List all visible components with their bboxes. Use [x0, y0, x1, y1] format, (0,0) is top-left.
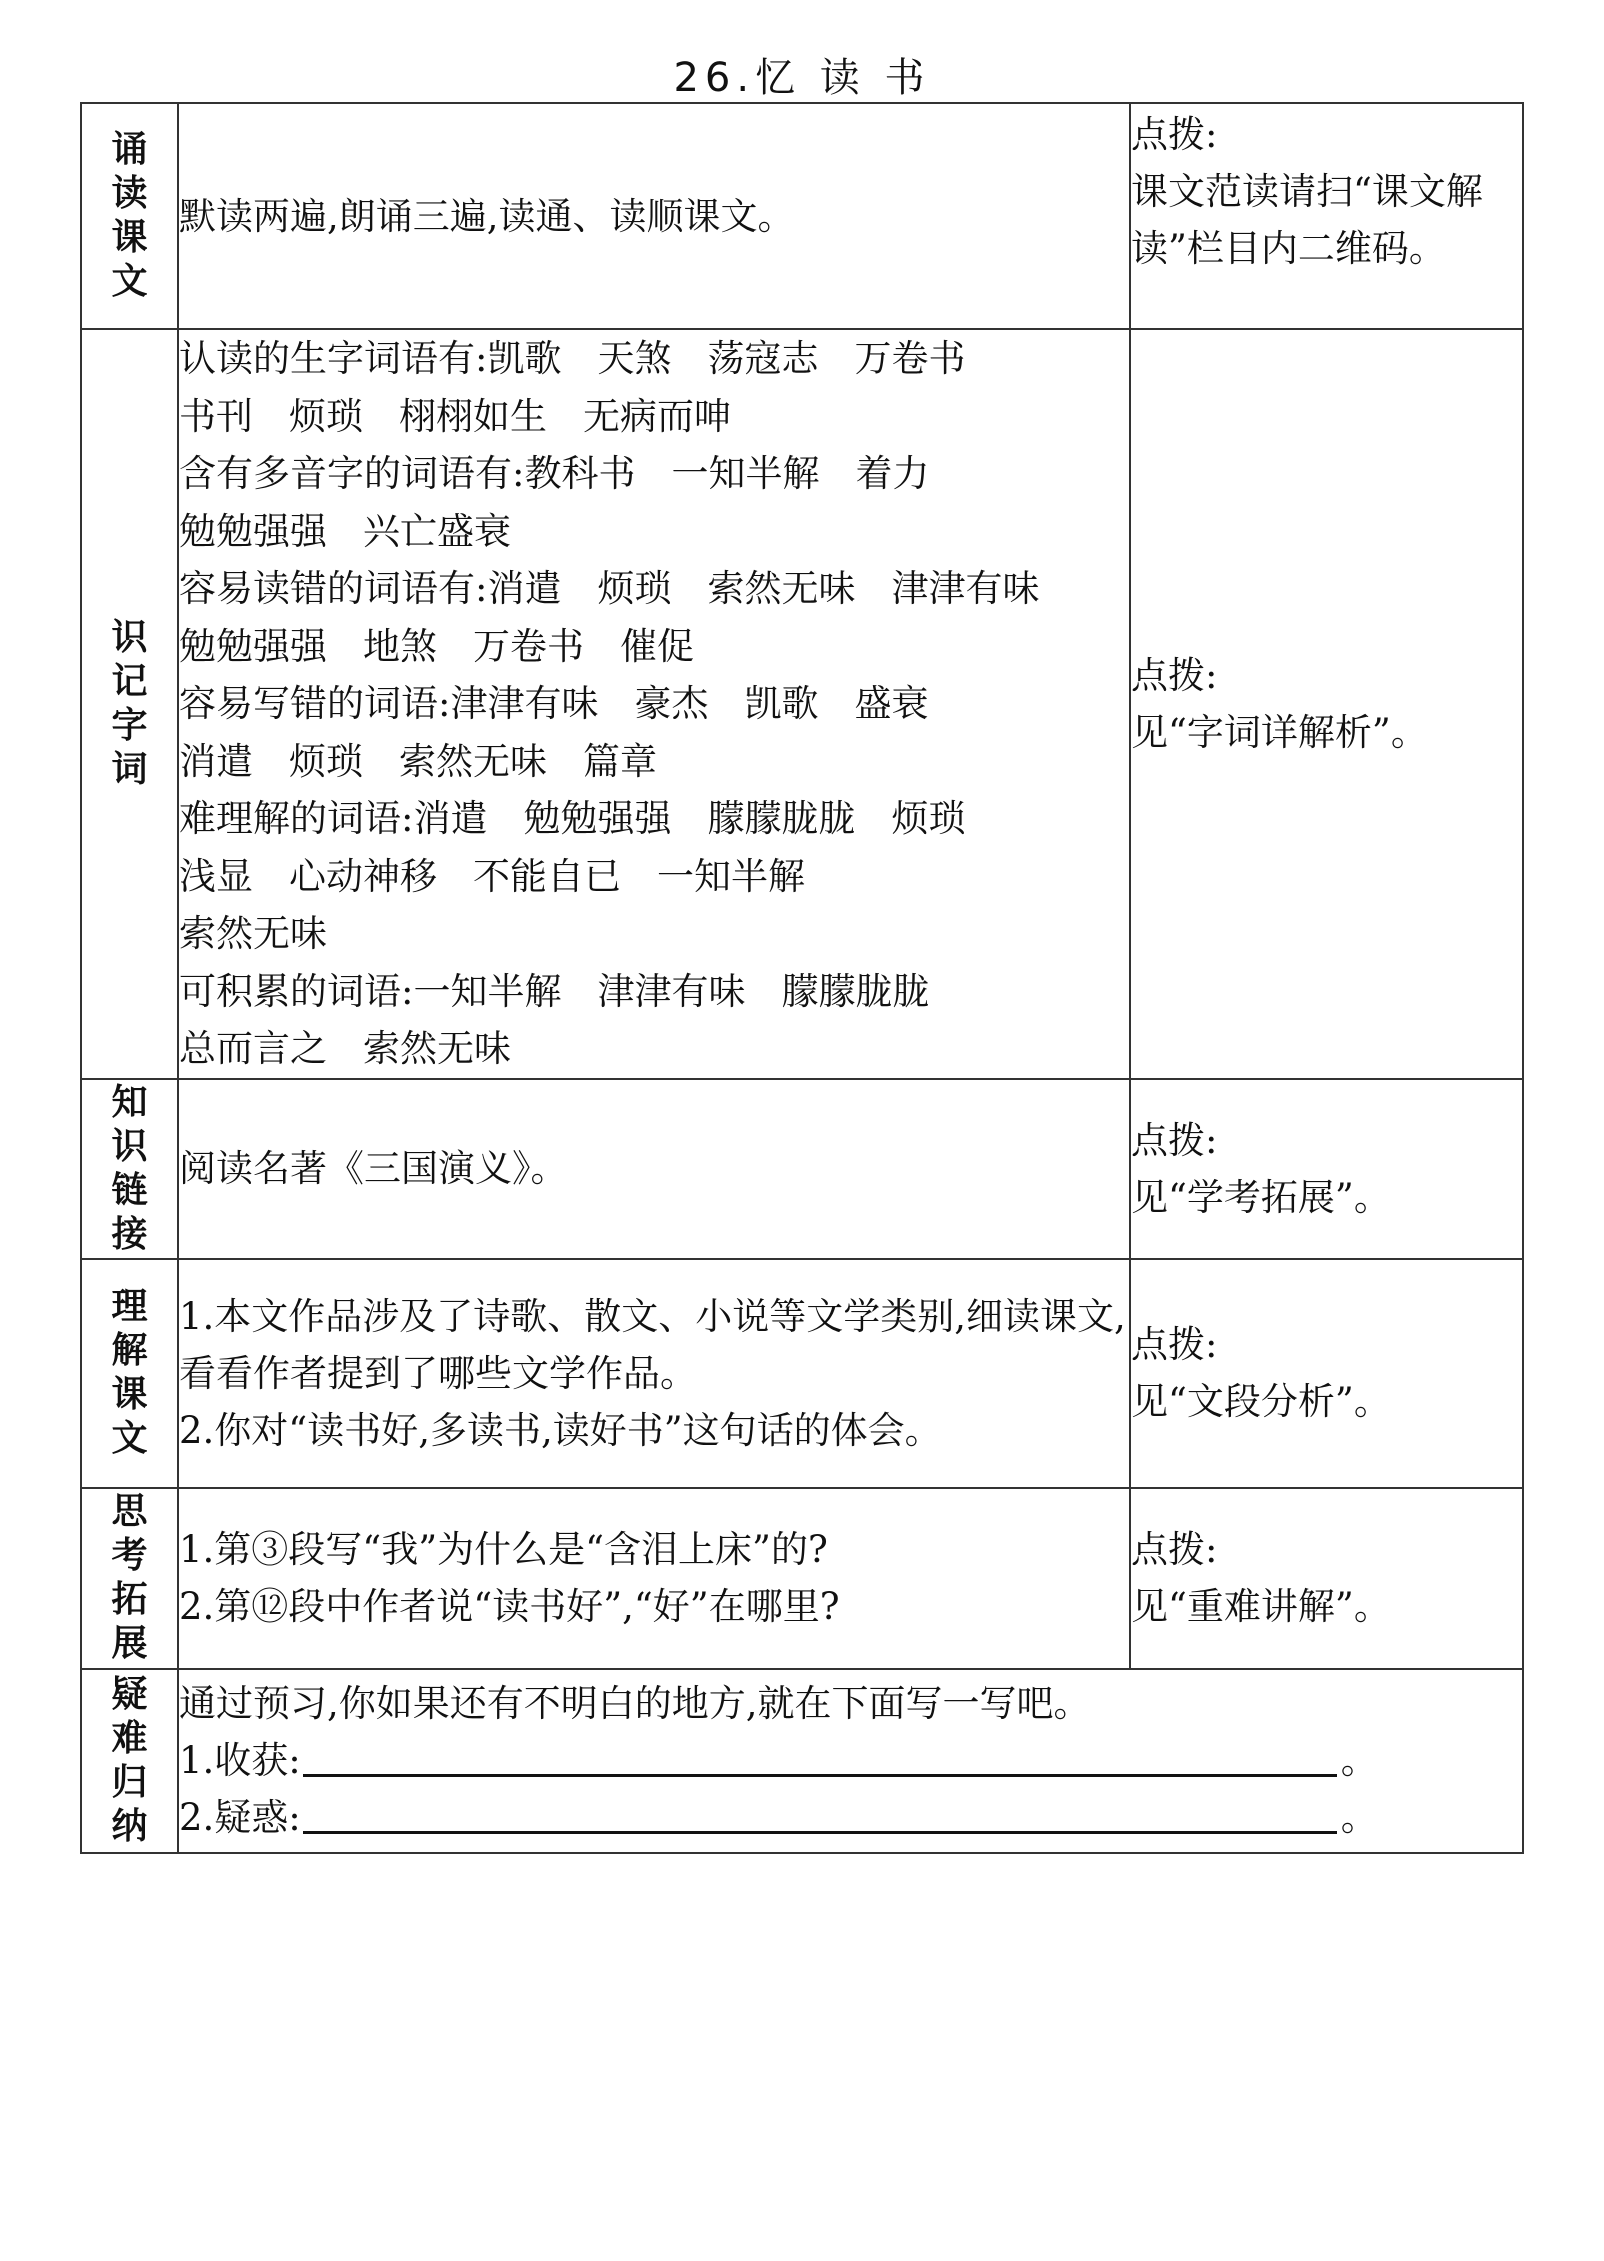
content-link: 阅读名著《三国演义》。	[178, 1079, 1130, 1259]
confusion-input[interactable]	[303, 1791, 1337, 1834]
confusion-line: 2.疑惑: 。	[179, 1789, 1522, 1846]
hint-title: 点拨:	[1131, 113, 1218, 156]
label-recite: 诵读课文	[81, 103, 178, 329]
hint-title: 点拨:	[1131, 653, 1218, 697]
hint-link	[1130, 1079, 1523, 1259]
row-recite	[81, 103, 1523, 329]
words-miswritten: 容易写错的词语:津津有味 豪杰 凯歌 盛衰 消遣 烦琐 索然无味 篇章	[179, 682, 929, 783]
words-difficult: 难理解的词语:消遣 勉勉强强 朦朦胧胧 烦琐 浅显 心动神移 不能自已 一知半解 索然无味	[179, 797, 966, 955]
question-2: 2.你对“读书好,多读书,读好书”这句话的体会。	[179, 1408, 942, 1452]
hint-text: 见“字词详解析”。	[1131, 710, 1428, 754]
question-1: 1.第③段写“我”为什么是“含泪上床”的?	[179, 1528, 828, 1571]
row-doubt	[81, 1669, 1523, 1853]
row-understand	[81, 1259, 1523, 1488]
content-words	[178, 329, 1130, 1079]
question-1: 1.本文作品涉及了诗歌、散文、小说等文学类别,细读课文,看看作者提到了哪些文学作品。	[179, 1294, 1126, 1395]
page-title: 26.忆 读 书	[673, 55, 931, 101]
hint-text: 见“文段分析”。	[1131, 1380, 1391, 1423]
row-link	[81, 1079, 1523, 1259]
content-doubt	[178, 1669, 1523, 1853]
words-misread: 容易读错的词语有:消遣 烦琐 索然无味 津津有味 勉勉强强 地煞 万卷书 催促	[179, 567, 1040, 668]
words-recognize: 认读的生字词语有:凯歌 天煞 荡寇志 万卷书 书刊 烦琐 栩栩如生 无病而呻	[179, 337, 966, 438]
hint-words	[1130, 329, 1523, 1079]
hint-recite	[1130, 103, 1523, 329]
content-recite: 默读两遍,朗诵三遍,读通、读顺课文。	[178, 103, 1130, 329]
words-polyphonic: 含有多音字的词语有:教科书 一知半解 着力 勉勉强强 兴亡盛衰	[179, 452, 930, 553]
label-understand: 理解课文	[81, 1259, 178, 1488]
question-2: 2.第⑫段中作者说“读书好”,“好”在哪里?	[179, 1585, 840, 1628]
row-think	[81, 1488, 1523, 1669]
gain-input[interactable]	[303, 1734, 1337, 1777]
gain-line: 1.收获: 。	[179, 1732, 1522, 1789]
hint-text: 见“重难讲解”。	[1131, 1585, 1391, 1628]
content-understand	[178, 1259, 1130, 1488]
doubt-intro: 通过预习,你如果还有不明白的地方,就在下面写一写吧。	[179, 1682, 1091, 1725]
hint-title: 点拨:	[1131, 1118, 1218, 1162]
hint-text: 见“学考拓展”。	[1131, 1175, 1391, 1219]
label-doubt: 疑难归纳	[81, 1669, 178, 1853]
confusion-label: 2.疑惑:	[179, 1796, 301, 1839]
content-think	[178, 1488, 1130, 1669]
hint-understand	[1130, 1259, 1523, 1488]
hint-think	[1130, 1488, 1523, 1669]
label-link: 知识链接	[81, 1079, 178, 1259]
label-words: 识记字词	[81, 329, 178, 1079]
gain-label: 1.收获:	[179, 1739, 301, 1782]
hint-title: 点拨:	[1131, 1323, 1218, 1366]
hint-title: 点拨:	[1131, 1528, 1218, 1571]
hint-text: 课文范读请扫“课文解读”栏目内二维码。	[1131, 170, 1483, 270]
preview-table	[80, 102, 1524, 1854]
label-think: 思考拓展	[81, 1488, 178, 1669]
words-accumulate: 可积累的词语:一知半解 津津有味 朦朦胧胧 总而言之 索然无味	[179, 969, 930, 1070]
row-words	[81, 329, 1523, 1079]
